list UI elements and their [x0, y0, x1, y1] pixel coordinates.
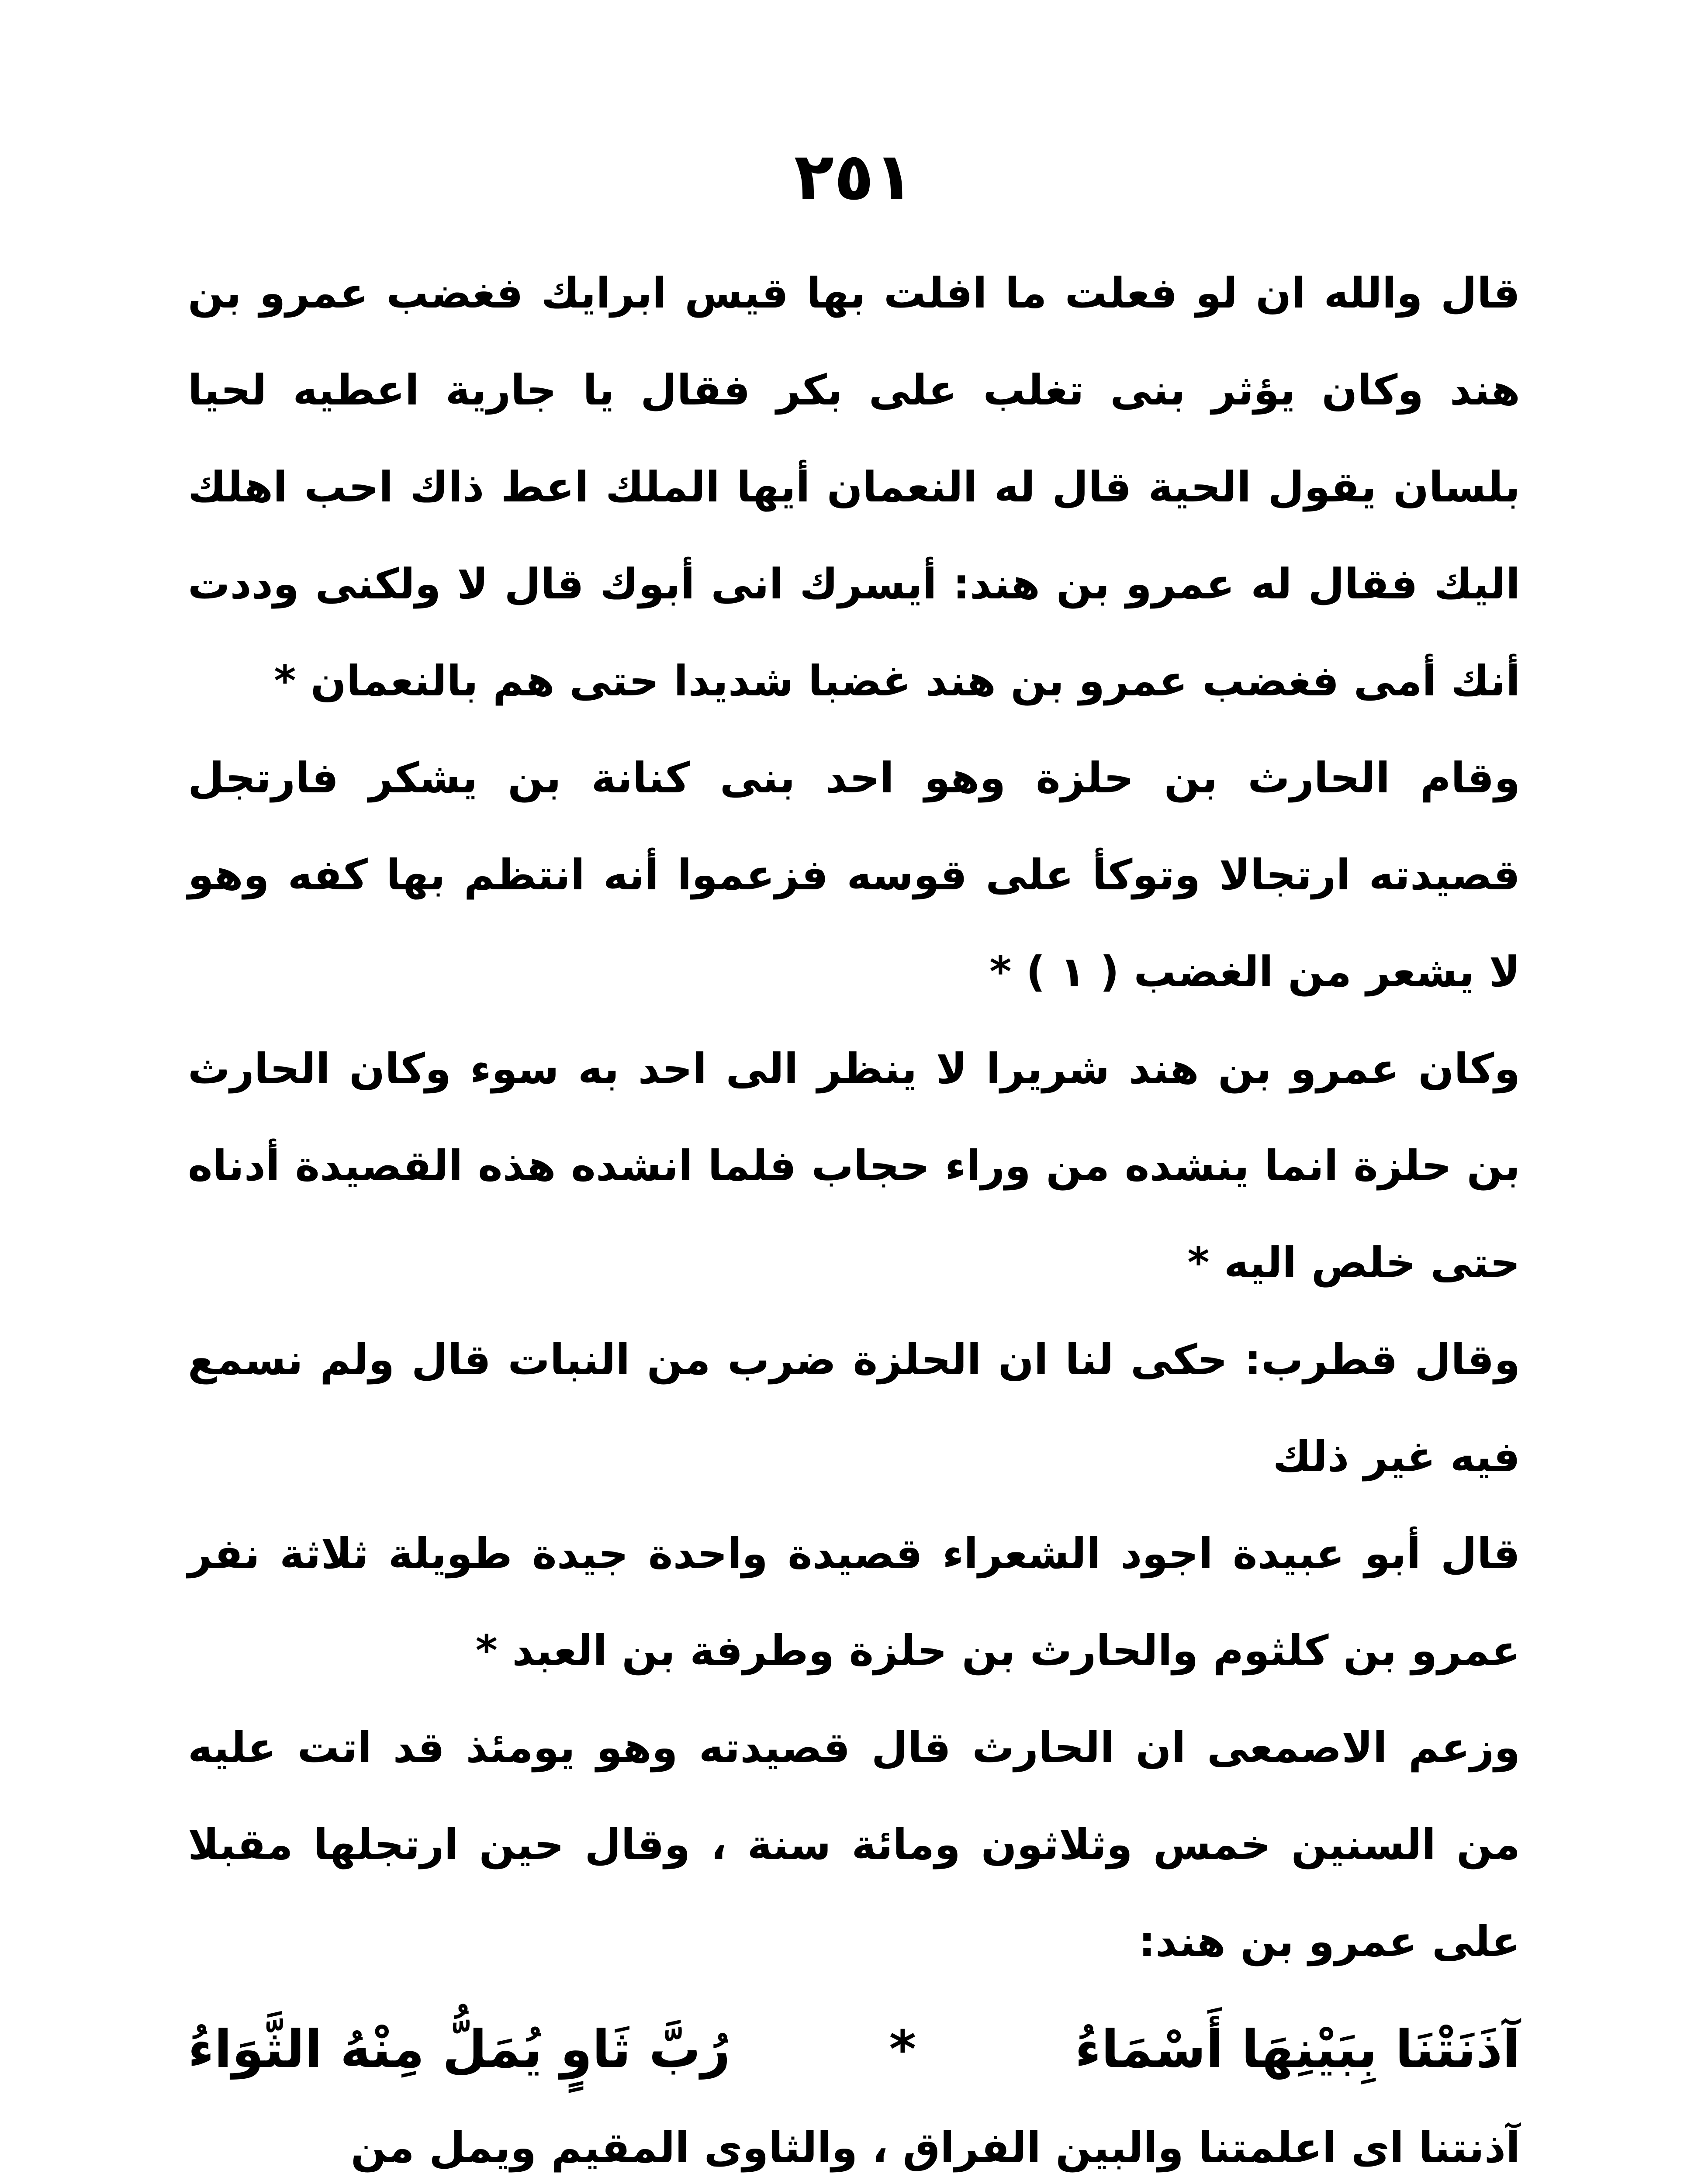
page-number: ٢٥١ — [794, 139, 914, 215]
paragraph: قال أبو عبيدة اجود الشعراء قصيدة واحدة جيدة طويلة ثلاثة نفر عمرو بن كلثوم والحارث بن حلزة وطرفة بن العبد * — [188, 1529, 1520, 1675]
verse-second-hemistich: رُبَّ ثَاوٍ يُمَلُّ مِنْهُ الثَّوَاءُ — [188, 2019, 730, 2079]
verse-separator: * — [889, 2019, 916, 2079]
paragraph: وزعم الاصمعى ان الحارث قال قصيدته وهو يومئذ قد اتت عليه من السنين خمس وثلاثون ومائة سنة ، وقال حين ارتجلها مقبلا على عمرو بن هند: — [188, 1723, 1520, 1966]
paragraph: وكان عمرو بن هند شريرا لا ينظر الى احد به سوء وكان الحارث بن حلزة انما ينشده من وراء حجاب فلما انشده هذه القصيدة أدناه حتى خلص اليه * — [188, 1044, 1520, 1287]
verse-first-hemistich: آذَنَتْنَا بِبَيْنِهَا أَسْمَاءُ — [1075, 2019, 1520, 2079]
paragraph: وقام الحارث بن حلزة وهو احد بنى كنانة بن يشكر فارتجل قصيدته ارتجالا وتوكأ على قوسه فزعموا أنه انتظم بها كفه وهو لا يشعر من الغضب ( ١ ) * — [188, 753, 1520, 996]
paragraph: قال والله ان لو فعلت ما افلت بها قيس ابرايك فغضب عمرو بن هند وكان يؤثر بنى تغلب على بكر فقال يا جارية اعطيه لحيا بلسان يقول الحية قال له النعمان أيها الملك اعط ذاك احب اهلك اليك فقال له عمرو بن هند: أيسرك انى أبوك قال لا ولكنى وددت أنك أمى فغضب عمرو بن هند غضبا شديدا حتى هم بالنعمان * — [188, 269, 1520, 705]
paragraph: وقال قطرب: حكى لنا ان الحلزة ضرب من النبات قال ولم نسمع فيه غير ذلك — [188, 1335, 1520, 1481]
verse-gloss: آذنتنا اى اعلمتنا والبين الفراق ، والثاوى المقيم ويمل من — [350, 2123, 1520, 2172]
main-text — [188, 245, 1520, 1990]
poem-verse — [188, 1999, 1520, 2099]
